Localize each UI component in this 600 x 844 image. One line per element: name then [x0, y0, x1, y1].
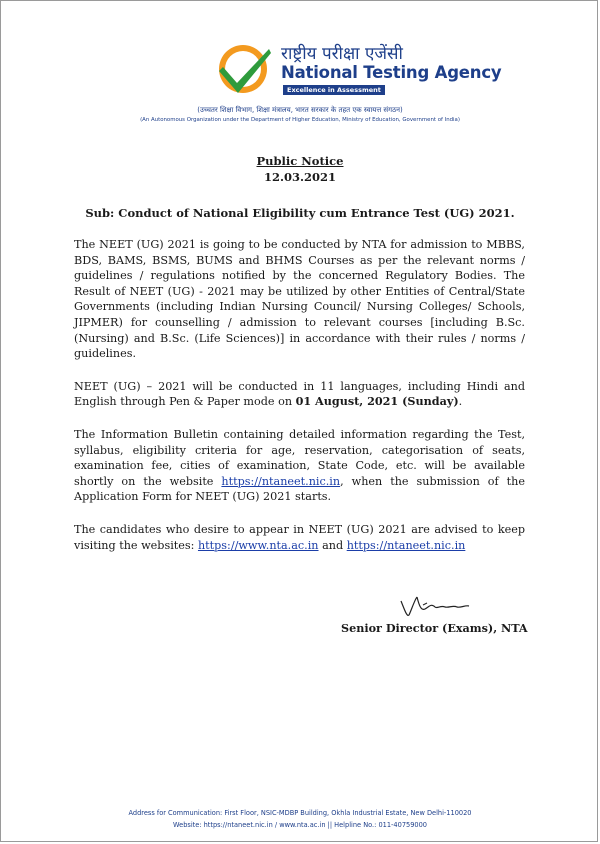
logo-tagline: Excellence in Assessment	[283, 85, 385, 95]
logo-hindi-text: राष्ट्रीय परीक्षा एजेंसी	[281, 44, 403, 64]
nta-logo	[213, 37, 503, 97]
paragraph-4	[74, 522, 525, 553]
nta-logo-icon	[213, 37, 277, 97]
footer-contact: Website: https://ntaneet.nic.in / www.nta.ac.in || Helpline No.: 011-40759000	[173, 821, 427, 829]
paragraph-4-text: The candidates who desire to appear in NEET (UG) 2021 are advised to keep visiting the websites:	[74, 522, 525, 552]
paragraph-2-text: NEET (UG) – 2021 will be conducted in 11 languages, including Hindi and English through Pen & Paper mode on	[74, 379, 525, 409]
paragraph-1: The NEET (UG) 2021 is going to be conducted by NTA for admission to MBBS, BDS, BAMS, BSMS, BUMS and BHMS Courses as per the relevant norms / guidelines / regulations notified by the concerned Regulatory Bodies. The Result of NEET (UG) - 2021 may be utilized by other Entities of Central/State Governments (including Indian Nursing Council/ Nursing Colleges/ Schools, JIPMER) for counselling / admission to relevant courses [including B.Sc. (Nursing) and B.Sc. (Life Sciences)] in accordance with their rules / norms / guidelines.	[74, 238, 525, 361]
paragraph-3	[74, 427, 525, 505]
organization-english: (An Autonomous Organization under the Department of Higher Education, Ministry of Education, Government of India)	[140, 117, 460, 123]
signatory-title: Senior Director (Exams), NTA	[341, 621, 528, 635]
paragraph-4-and: and	[318, 538, 347, 552]
logo-english-text: National Testing Agency	[281, 63, 502, 82]
exam-date: 01 August, 2021 (Sunday)	[295, 394, 459, 409]
notice-date: 12.03.2021	[263, 170, 337, 184]
notice-subject: Sub: Conduct of National Eligibility cum Entrance Test (UG) 2021.	[85, 206, 515, 220]
paragraph-2	[74, 379, 525, 410]
signature-image	[397, 593, 477, 623]
notice-title: Public Notice	[256, 154, 344, 168]
notice-body	[74, 237, 525, 553]
ntaneet-website-link[interactable]: https://ntaneet.nic.in	[346, 538, 466, 552]
ntaneet-link[interactable]: https://ntaneet.nic.in	[221, 474, 341, 488]
paragraph-3-end: , when the submission of the Application Form for NEET (UG) 2021 starts.	[74, 474, 525, 504]
organization-hindi: (उच्चतर शिक्षा विभाग, शिक्षा मंत्रालय, भारत सरकार के तहत एक स्वायत्त संगठन)	[197, 106, 403, 114]
paragraph-2-end: .	[458, 395, 463, 409]
footer-address: Address for Communication: First Floor, NSIC-MDBP Building, Okhla Industrial Estate, New Delhi-110020	[128, 809, 472, 817]
paragraph-3-text: The Information Bulletin containing detailed information regarding the Test, syllabus, eligibility criteria for age, reservation, categorisation of seats, examination fee, cities of examination, State Code, etc. will be available shortly on the website	[74, 427, 525, 488]
nta-website-link[interactable]: https://www.nta.ac.in	[197, 538, 319, 552]
